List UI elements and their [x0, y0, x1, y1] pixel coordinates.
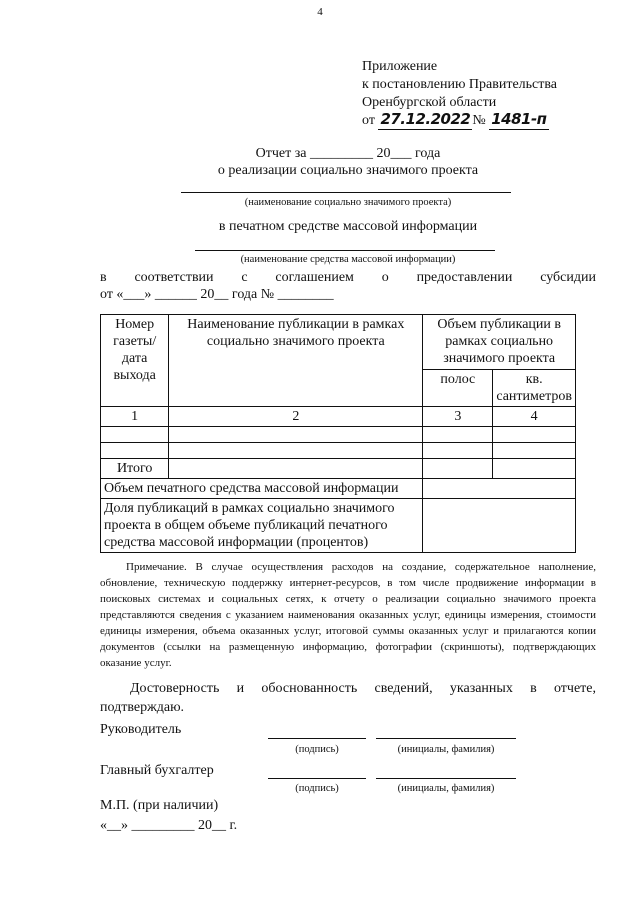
note-paragraph — [100, 559, 596, 671]
head-name-caption: (инициалы, фамилия) — [397, 744, 495, 755]
accountant-name-caption: (инициалы, фамилия) — [397, 783, 495, 794]
project-name-line — [181, 192, 511, 193]
accountant-name-line — [376, 778, 516, 779]
appendix-region: Оренбургской области — [362, 95, 497, 110]
table-share-row — [101, 499, 576, 553]
total-label: Итого — [101, 459, 169, 479]
media-line: в печатном средстве массовой информации — [218, 219, 478, 234]
appendix-decree: к постановлению Правительства — [362, 77, 558, 92]
table-total-row — [101, 459, 576, 479]
stamp-label: М.П. (при наличии) — [100, 798, 219, 813]
table-volume-row — [101, 479, 576, 499]
number-sign: № — [472, 113, 486, 128]
column-number-4: 4 — [493, 407, 576, 427]
appendix-title: Приложение — [362, 59, 438, 74]
head-name-line — [376, 738, 516, 739]
date-handwritten: 27.12.2022 — [380, 110, 471, 128]
accountant-signature-line — [268, 778, 366, 779]
note-text: Примечание. В случае осуществления расходов на создание, содержательное наполнение, обновление, техническую поддержку интернет-ресурсов, в том числе продвижение информации в поисковых системах и социальных сетях, к отчету о реализации социально значимого проекта представляются сведения с указанием наименования оказанных услуг, единицы измерения, стоимости единицы измерения, объема оказанных услуг, итоговой суммы оказанных услуг и прилагаются копии документов (ссылки на размещенную информацию, фотографии (скриншоты), подтверждающих оказание услуг. — [100, 561, 596, 669]
table-row — [101, 443, 576, 459]
accountant-label: Главный бухгалтер — [100, 763, 214, 778]
accountant-signature-caption: (подпись) — [295, 783, 339, 794]
header-issue-number: Номер газеты/ дата выхода — [101, 315, 169, 407]
report-title: Отчет за _________ 20___ года — [255, 146, 441, 161]
date-prefix: от — [362, 113, 375, 128]
header-publication-volume: Объем публикации в рамках социально значимого проекта — [423, 315, 576, 370]
appendix-date-line — [362, 110, 549, 130]
number-handwritten: 1481-п — [491, 110, 547, 128]
head-signature-caption: (подпись) — [295, 744, 339, 755]
column-number-3: 3 — [423, 407, 493, 427]
signature-date-line: «__» _________ 20__ г. — [100, 818, 238, 833]
report-subtitle: о реализации социально значимого проекта — [217, 163, 479, 178]
report-table — [100, 314, 576, 553]
subheader-square-cm: кв. сантиметров — [493, 370, 576, 407]
media-name-line — [195, 250, 495, 251]
head-label: Руководитель — [100, 722, 182, 737]
column-number-2: 2 — [169, 407, 423, 427]
table-row — [101, 427, 576, 443]
page-number: 4 — [317, 6, 323, 18]
table-header-row — [101, 315, 576, 370]
header-publication-name: Наименование публикации в рамках социально значимого проекта — [169, 315, 423, 407]
media-caption: (наименование средства массовой информации) — [240, 254, 456, 265]
share-label: Доля публикаций в рамках социально значимого проекта в общем объеме публикаций печатного средства массовой информации (процентов) — [101, 499, 423, 553]
head-signature-line — [268, 738, 366, 739]
agreement-line-1: в соответствии с соглашением о предоставлении субсидии — [100, 270, 596, 285]
volume-label: Объем печатного средства массовой информации — [101, 479, 423, 499]
project-caption: (наименование социально значимого проекта) — [244, 197, 452, 208]
agreement-line-2: от «___» ______ 20__ года № ________ — [100, 287, 334, 302]
reliability-statement: Достоверность и обоснованность сведений, указанных в отчете, подтверждаю. — [100, 681, 596, 715]
table-number-row — [101, 407, 576, 427]
subheader-pages: полос — [423, 370, 493, 407]
column-number-1: 1 — [101, 407, 169, 427]
